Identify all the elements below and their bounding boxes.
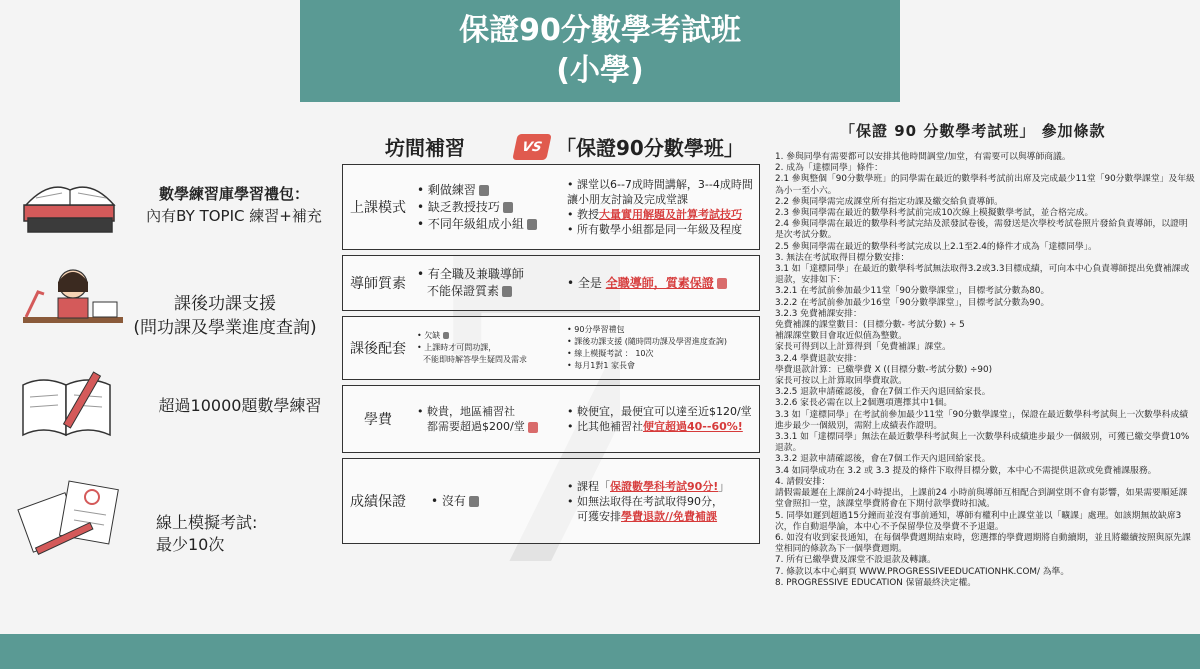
col-b-point: • 課後功課支援 (隨時問功課及學習進度查詢) — [567, 337, 728, 346]
col-b-point: • 教授 — [567, 208, 599, 221]
left-item-math-pack — [134, 183, 334, 227]
col-b-point: • 較便宜，最便宜可以達至近$120/堂 — [567, 405, 752, 418]
col-b-point: • 如無法取得在考試取得90分， — [567, 494, 723, 508]
col-b-cell — [565, 386, 759, 452]
col-a-point: • 有全職及兼職導師 — [417, 267, 524, 281]
col-b-point: 可獲安排 — [577, 509, 621, 523]
col-a-cell — [413, 317, 563, 379]
row-label: 成績保證 — [350, 494, 406, 510]
row-label: 上課模式 — [350, 200, 406, 216]
col-b-point: • 90分學習禮包 — [567, 325, 625, 334]
left-item-mock-exam — [156, 512, 296, 556]
col-b-heading: 「保證90分數學班」 — [556, 136, 744, 160]
footer-bar — [0, 634, 1200, 669]
thumbs-down-icon — [443, 332, 449, 339]
col-a-point: 都需要超過$200/堂 — [427, 420, 525, 433]
col-a-point: • 不同年級組成小組 — [417, 216, 524, 231]
page-title: 保證90分數學考試班 — [459, 13, 741, 48]
col-a-point: • 沒有 — [431, 493, 466, 508]
col-b-highlight: 全職導師，質素保證 — [605, 275, 714, 290]
table-row — [342, 316, 760, 380]
left-item-math-pack-sub: 內有BY TOPIC 練習+補充 — [146, 207, 322, 225]
col-b-point: • 全是 — [567, 275, 606, 290]
col-b-cell — [565, 256, 759, 310]
left-item-practice-title: 超過10000題數學練習 — [158, 396, 322, 415]
col-b-point: • 課堂以6--7成時間講解，3--4成時間讓小朋友討論及完成堂課 — [567, 178, 753, 206]
col-a-point: • 欠缺 — [417, 331, 441, 340]
table-row — [342, 255, 760, 311]
col-b-highlight: 便宜超過40--60%! — [643, 420, 743, 433]
table-row — [342, 458, 760, 544]
col-a-cell — [413, 165, 563, 249]
col-a-point: 不能保證質素 — [427, 284, 500, 298]
table-row — [342, 385, 760, 453]
table-row — [342, 164, 760, 250]
col-b-highlight: 大量實用解題及計算考試技巧 — [599, 208, 742, 221]
col-b-point: • 比其他補習社 — [567, 420, 643, 433]
col-a-heading: 坊間補習 — [385, 136, 465, 160]
page-subtitle: (小學) — [556, 53, 644, 88]
left-item-homework-sub: (問功課及學業進度查詢) — [133, 318, 317, 338]
terms-title: 「保證 90 分數學考試班」 參加條款 — [840, 122, 1106, 140]
thumbs-down-icon — [502, 286, 512, 297]
left-item-mock-exam-title: 線上模擬考試: — [156, 513, 258, 532]
col-b-point: • 每月1對1 家長會 — [567, 361, 635, 370]
left-item-homework-title: 課後功課支援 — [174, 294, 276, 314]
thumbs-down-icon — [469, 496, 479, 507]
left-item-mock-exam-sub: 最少10次 — [156, 535, 225, 554]
vs-badge: VS — [512, 134, 552, 160]
title-banner — [300, 0, 900, 102]
left-item-practice — [130, 395, 350, 417]
col-a-point: • 較貴，地區補習社 — [417, 405, 515, 418]
terms-body: 1. 參與同學有需要都可以安排其他時間調堂/加堂，有需要可以與導師商議。 2. 成為「達標同學」條件： 2.1 參與整個「90分數學班」的同學需在最近的數學科考試前出席及完成最少11堂「90分數學課堂」及年級為小一至小六。 2.2 參與同學需完成課堂所有指定功課及繳交給負責導師。 2.3 參與同學需在最近的數學科考試前完成10次線上模擬數學考試，並合格完成。 2.4 參與同學需在最近的數學科考試完結及派發試卷後，需發送是次學校考試卷照片發給負責導師，以證明是次考試分數。 2.5 參與同學需在最近的數學科考試完成以上2.1至2.4的條件才成為「達標同學」。 3. 無法在考試取得目標分數安排： 3.1 如「達標同學」在最近的數學科考試無法取得3.2或3.3目標成績，可向本中心負責導師提出免費補課或退款，安排如下： 3.2.1 在考試前參加最少11堂「90分數學課堂」，目標考試分數為80。 3.2.2 在考試前參加最少16堂「90分數學課堂」，目標考試分數為90。 3.2.3 免費補課安排： 免費補課的課堂數目：(目標分數- 考試分數) ÷ 5 補課課堂數目會取近似值為整數。 家長可得到以上計算得到「免費補課」課堂。 3.2.4 學費退款安排： 學費退款計算：已繳學費 X ((目標分數-考試分數) ÷90) 家長可按以上計算取回學費取款。 3.2.5 退款申請確認後，會在7個工作天內退回給家長。 3.2.6 家長必需在以上2個選項選擇其中1個。 3.3 如「達標同學」在考試前參加最少11堂「90分數學課堂」，保證在最近數學科考試與上一次數學科成績進步最少一個級別，需附上成績表作證明。 3.3.1 如「達標同學」無法在最近數學科考試與上一次數學科成績進步最少一個級別，可獲已繳交學費10%退款。 3.3.2 退款申請確認後，會在7個工作天內退回給家長。 3.4 如同學成功在 3.2 或 3.3 提及的條件下取得目標分數，本中心不需提供退款或免費補課服務。 4. 請假安排： 請假需最遲在上課前24小時提出，上課前24 小時前與導師互相配合到調堂則不會有影響，如果需要順延課堂會照扣一堂，該課堂學費將會在下期付款學費時扣減。 5. 同學如遲到超過15分鐘而並沒有事前通知，導師有權利中止課堂並以「曠課」處理。如該期無故缺席3次，作自動退學論，本中心不予保留學位及學費不予退還。 6. 如沒有收到家長通知，在每個學費週期結束時，您選擇的學費週期將自動續期，並且將繼續按照與原先課堂相同的條款為下一個學費週期。 7. 所有已繳學費及課堂不設退款及轉讓。 7. 條款以本中心網頁 WWW.PROGRESSIVEEDUCATIONHK.COM/ 為準。 8. PROGRESSIVE EDUCATION 保留最終決定權。 — [775, 152, 1195, 588]
notebook-pencil-icon — [18, 365, 118, 445]
col-b-highlight: 學費退款//免費補課 — [621, 509, 718, 523]
col-a-point: 不能即時解答學生疑問及需求 — [423, 355, 527, 364]
col-b-point: 」 — [718, 479, 730, 493]
col-b-point: • 課程「 — [567, 479, 610, 493]
col-b-cell — [565, 317, 759, 379]
thumbs-down-icon — [528, 422, 538, 433]
thumbs-down-icon — [527, 219, 537, 230]
col-a-cell — [413, 459, 563, 543]
thumbs-down-icon — [503, 202, 513, 213]
row-label: 導師質素 — [350, 276, 406, 292]
col-a-point: • 上課時才可問功課， — [417, 343, 497, 352]
left-item-math-pack-title: 數學練習庫學習禮包： — [158, 185, 309, 203]
col-a-cell — [413, 386, 563, 452]
col-a-point: • 缺乏教授技巧 — [417, 199, 500, 214]
col-b-point: • 線上模擬考試 ： 10次 — [567, 349, 654, 358]
book-stack-icon — [14, 160, 124, 240]
left-item-homework — [110, 292, 340, 340]
row-label: 學費 — [364, 412, 392, 428]
thumbs-up-icon — [717, 278, 727, 289]
col-b-point: • 所有數學小組都是同一年級及程度 — [567, 223, 742, 236]
col-b-cell — [565, 165, 759, 249]
row-label: 課後配套 — [350, 341, 406, 357]
col-b-highlight: 保證數學科考試90分! — [610, 479, 719, 493]
col-a-cell — [413, 256, 563, 310]
exam-papers-icon — [14, 475, 124, 565]
col-a-point: • 剩做練習 — [417, 182, 476, 197]
col-b-cell — [565, 459, 759, 543]
thumbs-down-icon — [479, 185, 489, 196]
